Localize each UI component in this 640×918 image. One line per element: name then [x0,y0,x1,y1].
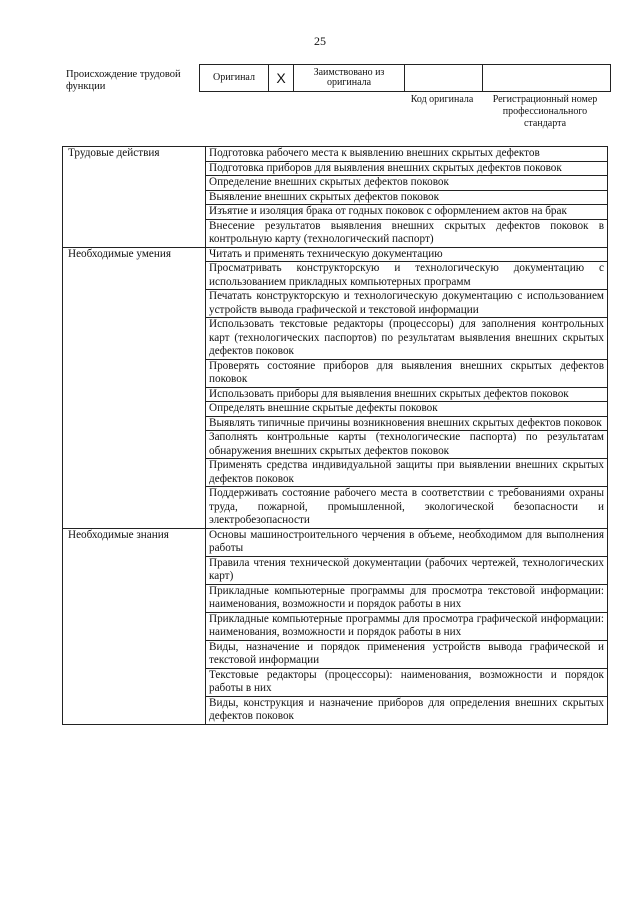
function-table [62,146,608,725]
borrowed-cell: Заимствовано из оригинала [294,65,405,92]
section-item: Определять внешние скрытые дефекты поковок [206,402,608,417]
original-cell: Оригинал [200,65,269,92]
section-item: Прикладные компьютерные программы для просмотра текстовой информации: наименования, возможности и порядок работы в них [206,584,608,612]
code-caption: Код оригинала [410,94,474,105]
section-item: Подготовка приборов для выявления внешних скрытых дефектов поковок [206,161,608,176]
section-item: Печатать конструкторскую и технологическую документацию с использованием устройств вывода графической и текстовой информации [206,290,608,318]
section-item: Виды, конструкция и назначение приборов для определения внешних скрытых дефектов поковок [206,696,608,724]
table-row [63,528,608,556]
table-row [63,147,608,162]
registration-cell [483,65,611,92]
section-item: Читать и применять техническую документацию [206,247,608,262]
section-title: Трудовые действия [63,147,206,248]
section-title: Необходимые умения [63,247,206,528]
section-item: Выявление внешних скрытых дефектов поковок [206,190,608,205]
section-item: Проверять состояние приборов для выявления внешних скрытых дефектов поковок [206,359,608,387]
section-item: Правила чтения технической документации (рабочих чертежей, технологических карт) [206,556,608,584]
section-item: Виды, назначение и порядок применения устройств вывода графической и текстовой информации [206,640,608,668]
section-item: Прикладные компьютерные программы для просмотра графической информации: наименования, возможности и порядок работы в них [206,612,608,640]
section-title: Необходимые знания [63,528,206,724]
origin-table [199,64,611,92]
section-item: Определение внешних скрытых дефектов поковок [206,176,608,191]
section-item: Использовать приборы для выявления внешних скрытых дефектов поковок [206,387,608,402]
section-item: Выявлять типичные причины возникновения внешних скрытых дефектов поковок [206,416,608,431]
section-item: Подготовка рабочего места к выявлению внешних скрытых дефектов [206,147,608,162]
code-cell [405,65,483,92]
section-item: Текстовые редакторы (процессоры): наименования, возможности и порядок работы в них [206,668,608,696]
section-item: Изъятие и изоляция брака от годных поковок с оформлением актов на брак [206,205,608,220]
table-row [63,247,608,262]
page-number: 25 [314,34,326,48]
section-item: Использовать текстовые редакторы (процессоры) для заполнения контрольных карт (технологических паспортов) по результатам выявления внешних скрытых дефектов поковок [206,318,608,360]
registration-caption: Регистрационный номер профессионального стандарта [492,94,598,129]
origin-label: Происхождение трудовой функции [66,69,181,92]
section-item: Просматривать конструкторскую и технологическую документацию с использованием прикладных компьютерных программ [206,262,608,290]
section-item: Поддерживать состояние рабочего места в соответствии с требованиями охраны труда, пожарной, промышленной, экологической безопасности и электробезопасности [206,487,608,529]
original-mark: X [269,65,294,92]
section-item: Применять средства индивидуальной защиты при выявлении внешних скрытых дефектов поковок [206,459,608,487]
section-item: Внесение результатов выявления внешних скрытых дефектов поковок в контрольную карту (технологический паспорт) [206,219,608,247]
section-item: Основы машиностроительного черчения в объеме, необходимом для выполнения работы [206,528,608,556]
section-item: Заполнять контрольные карты (технологические паспорта) по результатам обнаружения внешних скрытых дефектов поковок [206,431,608,459]
